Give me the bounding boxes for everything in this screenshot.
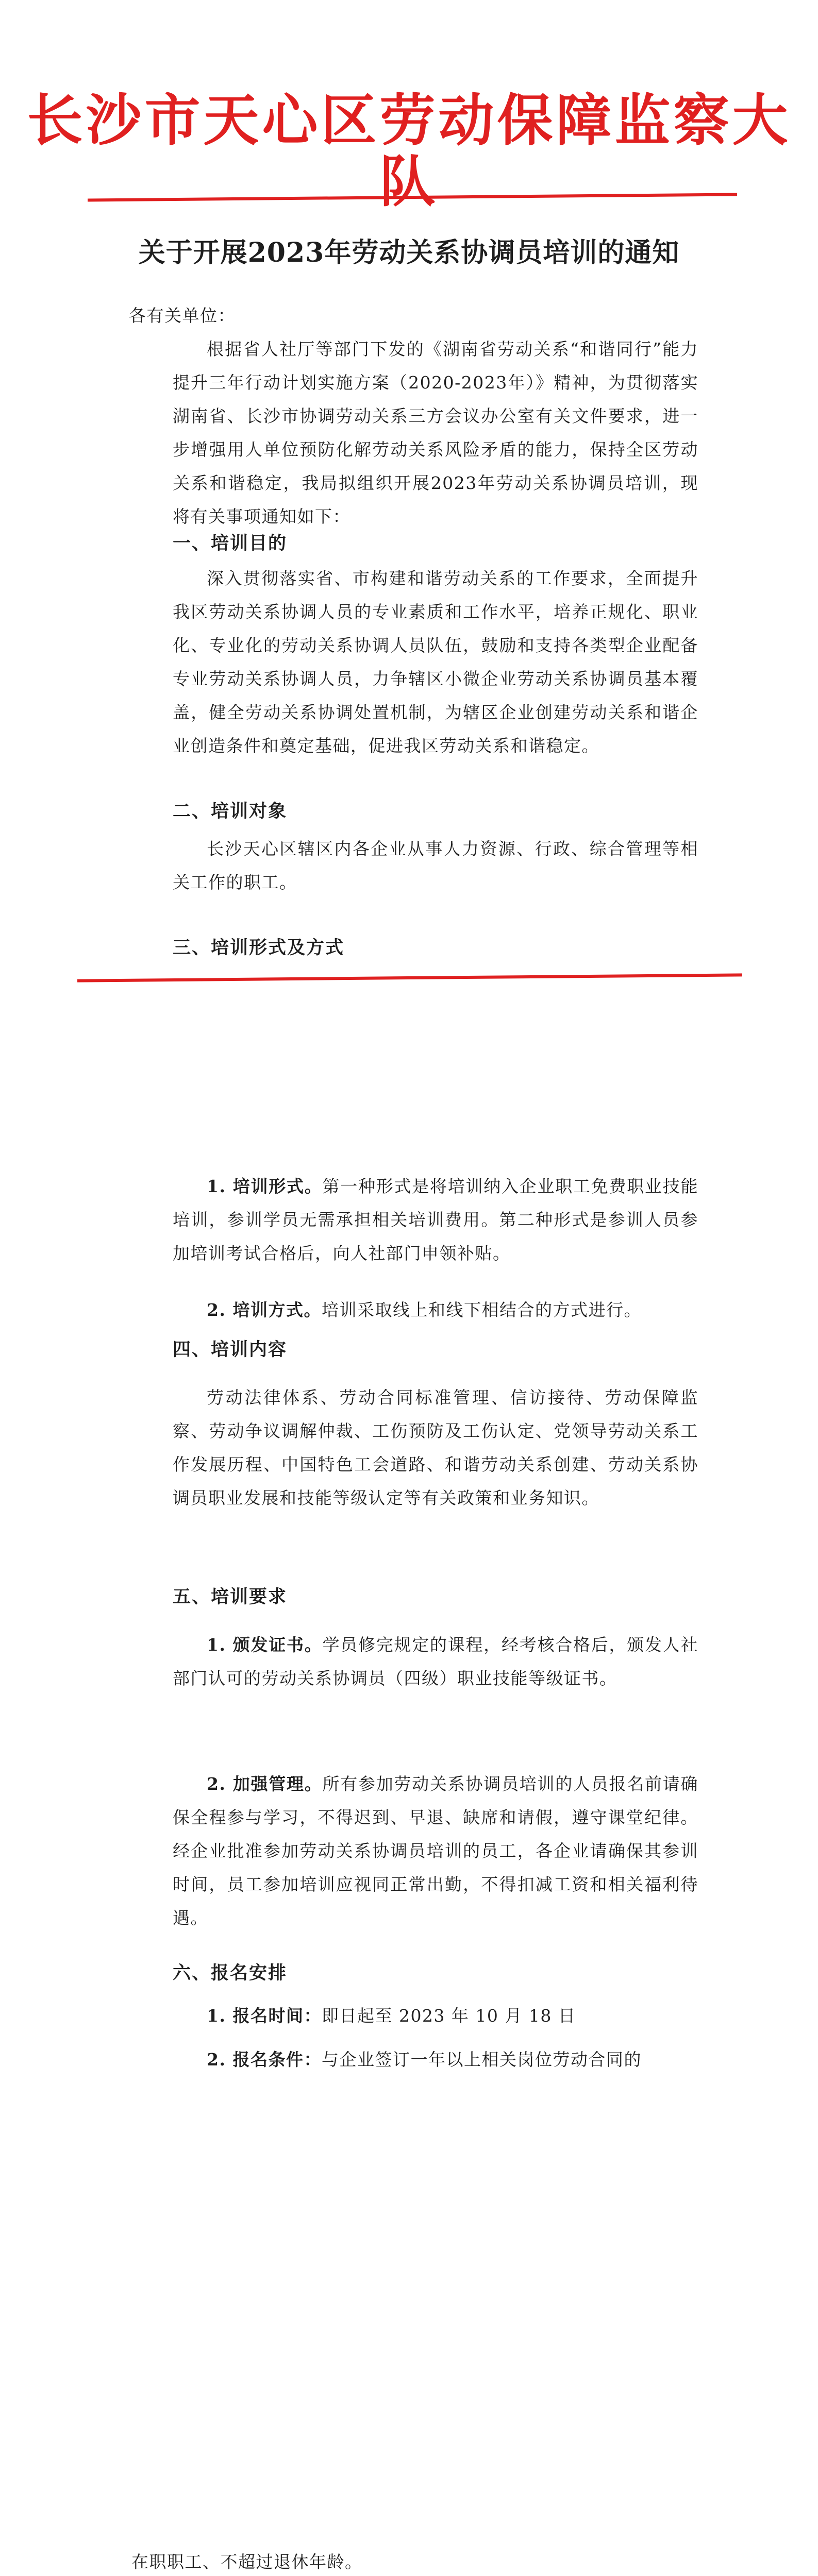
section-4-body: 劳动法律体系、劳动合同标准管理、信访接待、劳动保障监察、劳动争议调解仲裁、工伤预防及工伤认定、党领导劳动关系工作发展历程、中国特色工会道路、和谐劳动关系创建、劳动关系协调员职业发展和技能等级认定等有关政策和业务知识。	[173, 1387, 698, 1508]
section-4-heading: 四、培训内容	[173, 1339, 288, 1360]
section-6-para-2-label: 2. 报名条件：	[207, 2049, 322, 2070]
section-6-para-2-text: 与企业签订一年以上相关岗位劳动合同的	[321, 2049, 642, 2070]
section-3-para-1-text: 第一种形式是将培训纳入企业职工免费职业技能培训，参训学员无需承担相关培训费用。第二种形式是参训人员参加培训考试合格后，向人社部门申领补贴。	[173, 1176, 698, 1263]
section-6-para-2-continued: 在职职工、不超过退休年龄。	[131, 2552, 363, 2572]
section-6-para-1-label: 1. 报名时间：	[207, 2006, 322, 2026]
section-6-para-1	[173, 1999, 698, 2032]
page-2	[0, 1149, 818, 2380]
section-3-para-2-label: 2. 培训方式。	[207, 1300, 322, 1320]
section-2-body: 长沙天心区辖区内各企业从事人力资源、行政、综合管理等相关工作的职工。	[173, 839, 698, 892]
section-6-para-1-text: 即日起至 2023 年 10 月 18 日	[321, 2006, 576, 2026]
section-1-body: 深入贯彻落实省、市构建和谐劳动关系的工作要求，全面提升我区劳动关系协调人员的专业素质和工作水平，培养正规化、职业化、专业化的劳动关系协调人员队伍，鼓励和支持各类型企业配备专业劳动关系协调人员，力争辖区小微企业劳动关系协调员基本覆盖，健全劳动关系协调处置机制，为辖区企业创建劳动关系和谐企业创造条件和奠定基础，促进我区劳动关系和谐稳定。	[173, 568, 698, 756]
section-5-para-2	[173, 1767, 698, 1935]
section-6-para-2	[173, 2043, 698, 2076]
section-5-para-1-text: 学员修完规定的课程，经考核合格后，颁发人社部门认可的劳动关系协调员（四级）职业技能等级证书。	[173, 1635, 698, 1688]
section-3-para-1	[173, 1170, 698, 1270]
section-3-heading: 三、培训形式及方式	[173, 937, 345, 958]
page-1	[0, 0, 818, 976]
section-3-para-1-label: 1. 培训形式。	[207, 1176, 323, 1196]
section-1-heading: 一、培训目的	[173, 533, 288, 554]
section-6-heading: 六、报名安排	[173, 1962, 288, 1984]
letterhead: 长沙市天心区劳动保障监察大队	[27, 88, 791, 214]
intro-paragraph: 根据省人社厅等部门下发的《湖南省劳动关系“和谐同行”能力提升三年行动计划实施方案（2020-2023年）》精神，为贯彻落实湖南省、长沙市协调劳动关系三方会议办公室有关文件要求，进一步增强用人单位预防化解劳动关系风险矛盾的能力，保持全区劳动关系和谐稳定，我局拟组织开展2023年劳动关系协调员培训，现将有关事项通知如下：	[173, 339, 698, 527]
section-3-para-2-text: 培训采取线上和线下相结合的方式进行。	[321, 1300, 642, 1320]
section-5-para-1-label: 1. 颁发证书。	[207, 1635, 323, 1655]
section-5-heading: 五、培训要求	[173, 1586, 288, 1607]
notice-title: 关于开展2023年劳动关系协调员培训的通知	[138, 237, 680, 268]
page-1-bottom-red-line	[77, 973, 742, 982]
section-5-para-2-text: 所有参加劳动关系协调员培训的人员报名前请确保全程参与学习，不得迟到、早退、缺席和请假，遵守课堂纪律。经企业批准参加劳动关系协调员培训的员工，各企业请确保其参训时间，员工参加培训应视同正常出勤，不得扣减工资和相关福利待遇。	[173, 1774, 698, 1928]
salutation: 各有关单位：	[129, 306, 236, 326]
section-5-para-1	[173, 1628, 698, 1695]
page-3	[0, 2452, 818, 2576]
section-5-para-2-label: 2. 加强管理。	[207, 1774, 323, 1794]
section-2-heading: 二、培训对象	[173, 801, 288, 822]
section-3-para-2	[173, 1293, 698, 1327]
